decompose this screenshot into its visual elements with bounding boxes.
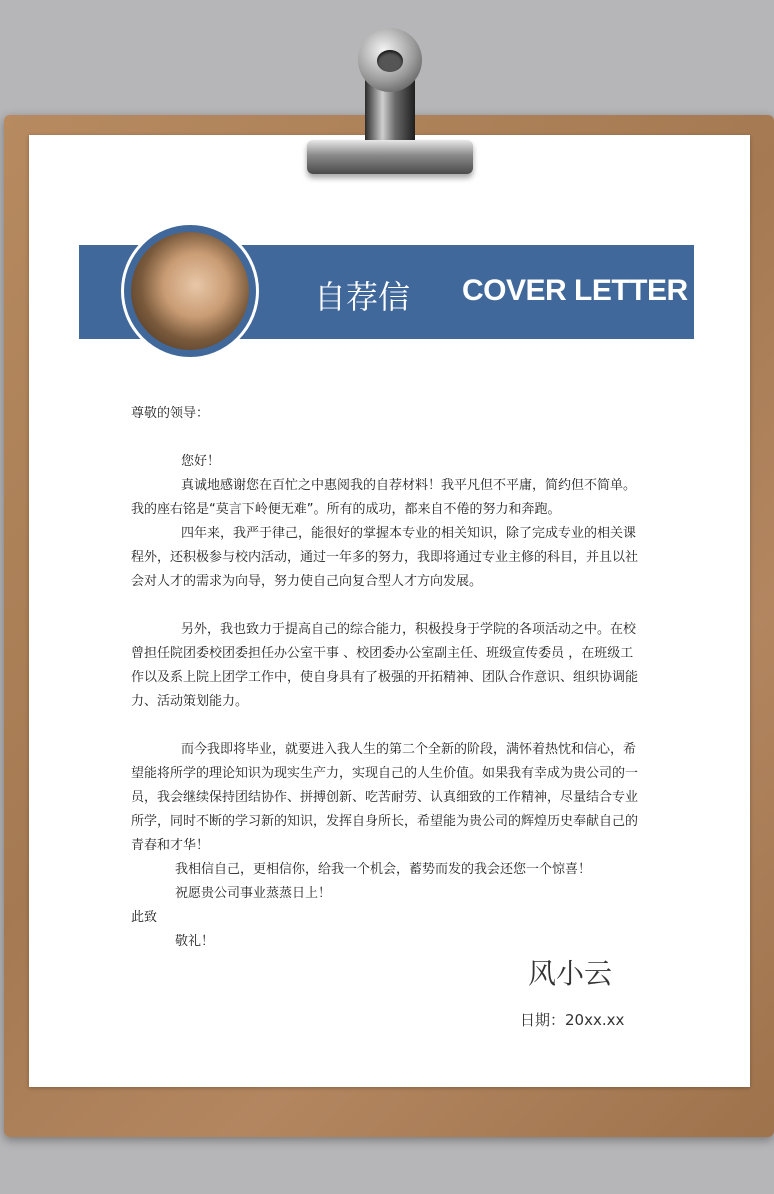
- paragraph-4: 而今我即将毕业，就要进入我人生的第二个全新的阶段，满怀着热忱和信心，希望能将所学的理论知识为现实生产力，实现自己的人生价值。如果我有幸成为贵公司的一员，我会继续保持团结协作、拼搏创新、吃苦耐劳、认真细致的工作精神，尽量结合专业所学，同时不断的学习新的知识，发挥自身所长，希望能为贵公司的辉煌历史奉献自己的青春和才华！: [131, 742, 639, 853]
- closing-2: 敬礼！: [175, 934, 215, 949]
- title-english: COVER LETTER: [462, 274, 688, 307]
- paragraph-2: 四年来，我严于律己，能很好的掌握本专业的相关知识，除了完成专业的相关课程外，还积极参与校内活动，通过一年多的努力，我即将通过专业主修的科目，并且以社会对人才的需求为向导，努力使自己向复合型人才方向发展。: [131, 526, 639, 589]
- line-wish: 祝愿贵公司事业蒸蒸日上！: [175, 886, 332, 901]
- paragraph-3: 另外，我也致力于提高自己的综合能力，积极投身于学院的各项活动之中。在校曾担任院团委校团委担任办公室干事 、校团委办公室副主任、班级宣传委员 ，在班级工作以及系上院上团学工作中，使自身具有了极强的开拓精神、团队合作意识、组织协调能力、活动策划能力。: [131, 622, 639, 709]
- title-chinese: 自荐信: [314, 278, 411, 316]
- paragraph-1: 真诚地感谢您在百忙之中惠阅我的自荐材料！我平凡但不平庸，简约但不简单。我的座右铭是“莫言下岭便无难”。所有的成功，都来自不倦的努力和奔跑。: [131, 478, 637, 517]
- closing-1: 此致: [131, 910, 158, 925]
- date: 日期：20xx.xx: [520, 1011, 625, 1029]
- greeting: 您好！: [181, 454, 221, 469]
- profile-photo: [131, 232, 249, 350]
- avatar: [121, 222, 259, 360]
- letter-body: [131, 402, 643, 954]
- salutation: 尊敬的领导：: [131, 406, 210, 421]
- line-believe: 我相信自己，更相信你，给我一个机会，蓄势而发的我会还您一个惊喜！: [175, 862, 592, 877]
- signature: 风小云: [528, 957, 613, 990]
